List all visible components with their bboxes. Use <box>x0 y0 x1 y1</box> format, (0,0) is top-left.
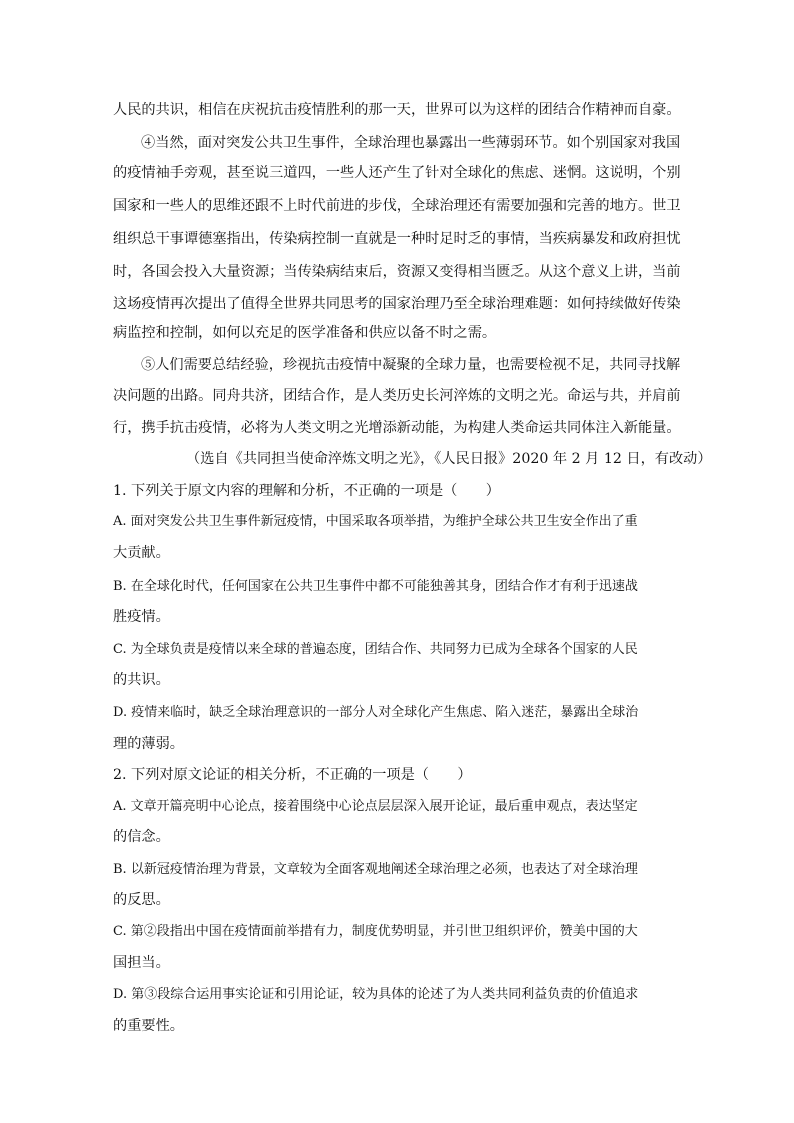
question-2-option-b-line-2: 的反思。 <box>113 892 170 908</box>
question-1-option-c-line-2: 的共识。 <box>113 672 170 688</box>
question-1-option-d-line-1: D. 疫情来临时，缺乏全球治理意识的一部分人对全球化产生焦虑、陷入迷茫，暴露出全球治 <box>113 705 639 720</box>
paragraph-3-end: 人民的共识，相信在庆祝抗击疫情胜利的那一天，世界可以为这样的团结合作精神而自豪。 <box>113 102 681 118</box>
question-2-option-b-line-1: B. 以新冠疫情治理为背景，文章较为全面客观地阐述全球治理之必须，也表达了对全球治理 <box>113 862 638 877</box>
question-2-option-c-line-1: C. 第②段指出中国在疫情面前举措有力，制度优势明显，并引世卫组织评价，赞美中国的大 <box>113 924 638 939</box>
paragraph-4-line-6: 这场疫情再次提出了值得全世界共同思考的国家治理乃至全球治理难题：如何持续做好传染 <box>113 296 681 312</box>
paragraph-4-line-1: ④当然，面对突发公共卫生事件，全球治理也暴露出一些薄弱环节。如个别国家对我国 <box>141 135 681 151</box>
question-1-option-d-line-2: 理的薄弱。 <box>113 736 184 752</box>
question-2-option-a-line-1: A. 文章开篇亮明中心论点，接着围绕中心论点层层深入展开论证，最后重申观点，表达坚定 <box>113 799 638 814</box>
paragraph-4-line-3: 国家和一些人的思维还跟不上时代前进的步伐，全球治理还有需要加强和完善的地方。世卫 <box>113 198 681 214</box>
paragraph-5-line-1: ⑤人们需要总结经验，珍视抗击疫情中凝聚的全球力量，也需要检视不足，共同寻找解 <box>141 357 681 373</box>
paragraph-5-line-3: 行，携手抗击疫情，必将为人类文明之光增添新动能，为构建人类命运共同体注入新能量。 <box>113 420 681 436</box>
paragraph-4-line-7: 病监控和控制，如何以充足的医学准备和供应以备不时之需。 <box>113 325 497 341</box>
question-1-option-b-line-1: B. 在全球化时代，任何国家在公共卫生事件中都不可能独善其身，团结合作才有利于迅速战 <box>113 579 638 594</box>
question-1-option-b-line-2: 胜疫情。 <box>113 609 170 625</box>
question-1-option-a-line-2: 大贡献。 <box>113 545 170 561</box>
source-citation: （选自《共同担当使命淬炼文明之光》，《人民日报》2020 年 2 月 12 日，有改动） <box>186 451 712 467</box>
question-2-option-d-line-2: 的重要性。 <box>113 1018 184 1034</box>
question-2-option-d-line-1: D. 第③段综合运用事实论证和引用论证，较为具体的论述了为人类共同利益负责的价值追求 <box>113 987 639 1002</box>
paragraph-4-line-5: 时，各国会投入大量资源；当传染病结束后，资源又变得相当匮乏。从这个意义上讲，当前 <box>113 264 681 280</box>
question-2-stem: 2. 下列对原文论证的相关分析，不正确的一项是（ ） <box>113 767 472 783</box>
question-1-option-c-line-1: C. 为全球负责是疫情以来全球的普遍态度，团结合作、共同努力已成为全球各个国家的人民 <box>113 642 638 657</box>
question-2-option-c-line-2: 国担当。 <box>113 955 170 971</box>
question-1-stem: 1. 下列关于原文内容的理解和分析，不正确的一项是（ ） <box>113 483 500 499</box>
question-1-option-a-line-1: A. 面对突发公共卫生事件新冠疫情，中国采取各项举措，为维护全球公共卫生安全作出了重 <box>113 514 638 529</box>
paragraph-4-line-2: 的疫情袖手旁观，甚至说三道四，一些人还产生了针对全球化的焦虑、迷惘。这说明，个别 <box>113 165 681 181</box>
paragraph-5-line-2: 决问题的出路。同舟共济，团结合作，是人类历史长河淬炼的文明之光。命运与共，并肩前 <box>113 388 681 404</box>
paragraph-4-line-4: 组织总干事谭德塞指出，传染病控制一直就是一种时足时乏的事情，当疾病暴发和政府担忧 <box>113 231 681 247</box>
question-2-option-a-line-2: 的信念。 <box>113 829 170 845</box>
